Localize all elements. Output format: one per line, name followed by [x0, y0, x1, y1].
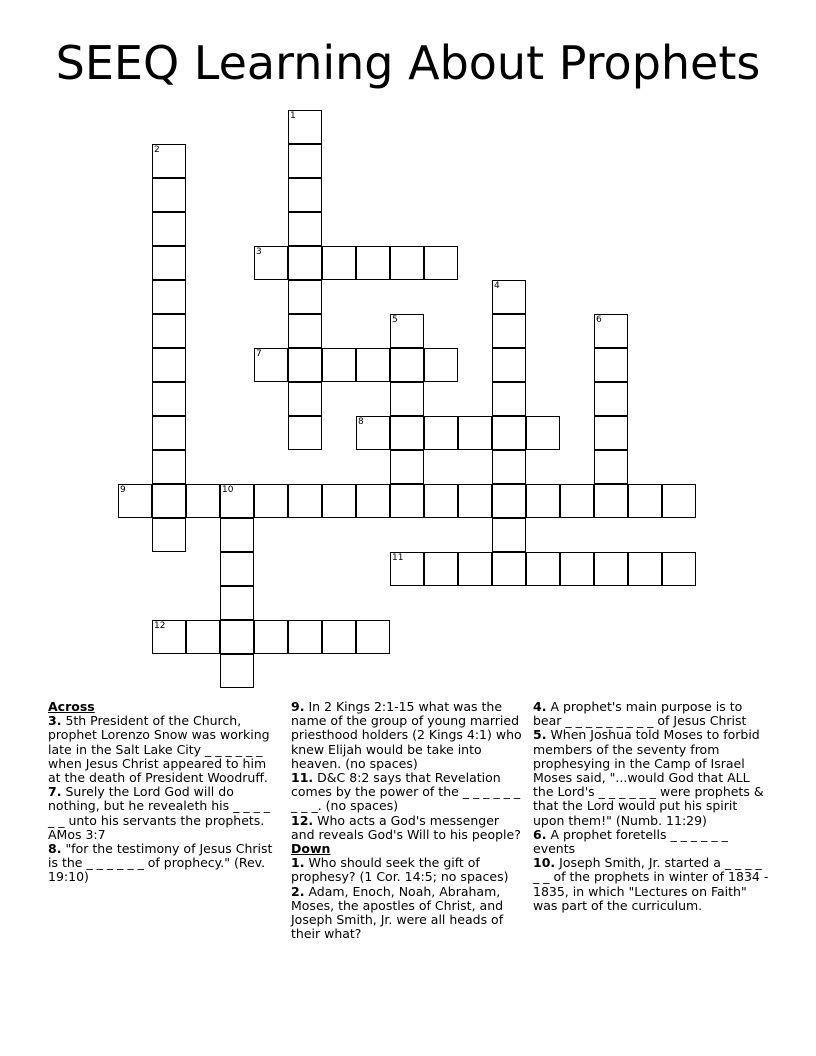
- clue-number: 2.: [291, 883, 305, 899]
- grid-cell[interactable]: [492, 552, 526, 586]
- grid-cell[interactable]: [356, 348, 390, 382]
- grid-clue-number: 1: [290, 111, 296, 121]
- grid-cell[interactable]: [152, 178, 186, 212]
- grid-cell[interactable]: [186, 620, 220, 654]
- grid-cell[interactable]: [594, 450, 628, 484]
- clue-text: Who should seek the gift of prophesy? (1 Cor. 14:5; no spaces): [291, 855, 509, 885]
- grid-cell[interactable]: [492, 450, 526, 484]
- clue-item: [533, 828, 769, 856]
- clue-item: [48, 842, 280, 885]
- clue-number: 12.: [291, 812, 314, 828]
- clue-item: [533, 856, 769, 913]
- clue-item: [291, 771, 525, 814]
- grid-cell[interactable]: [492, 382, 526, 416]
- grid-cell[interactable]: [390, 348, 424, 382]
- clue-text: Who acts a God's messenger and reveals God's Will to his people?: [291, 812, 521, 842]
- clue-number: 1.: [291, 855, 305, 871]
- puzzle-title: SEEQ Learning About Prophets: [55, 36, 761, 90]
- grid-cell[interactable]: [458, 552, 492, 586]
- grid-cell[interactable]: [628, 484, 662, 518]
- grid-cell[interactable]: [390, 246, 424, 280]
- grid-cell[interactable]: [254, 620, 288, 654]
- grid-cell[interactable]: [220, 586, 254, 620]
- grid-cell[interactable]: [288, 246, 322, 280]
- grid-cell[interactable]: [322, 348, 356, 382]
- clue-column-1: [48, 700, 280, 885]
- grid-cell[interactable]: [186, 484, 220, 518]
- grid-cell[interactable]: [526, 484, 560, 518]
- grid-cell[interactable]: [356, 484, 390, 518]
- grid-cell[interactable]: [356, 246, 390, 280]
- grid-cell[interactable]: [288, 620, 322, 654]
- grid-cell[interactable]: [390, 416, 424, 450]
- grid-cell[interactable]: [560, 484, 594, 518]
- grid-cell[interactable]: [152, 314, 186, 348]
- grid-clue-number: 12: [154, 621, 166, 631]
- grid-clue-number: 8: [358, 417, 364, 427]
- clue-number: 10.: [533, 855, 556, 871]
- down-header: Down: [291, 841, 331, 857]
- clue-number: 11.: [291, 770, 314, 786]
- clue-number: 3.: [48, 713, 62, 729]
- grid-cell[interactable]: [458, 416, 492, 450]
- grid-cell[interactable]: [220, 552, 254, 586]
- clue-number: 8.: [48, 841, 62, 857]
- grid-cell[interactable]: [288, 144, 322, 178]
- clue-column-2: [291, 700, 525, 941]
- grid-clue-number: 4: [494, 281, 500, 291]
- grid-cell[interactable]: [220, 518, 254, 552]
- grid-cell[interactable]: [594, 348, 628, 382]
- grid-clue-number: 6: [596, 315, 602, 325]
- clue-text: A prophet's main purpose is to bear _ _ _ _ _ _ _ _ _ of Jesus Christ: [533, 699, 747, 729]
- grid-cell[interactable]: [152, 280, 186, 314]
- grid-clue-number: 3: [256, 247, 262, 257]
- grid-cell[interactable]: [390, 382, 424, 416]
- grid-clue-number: 2: [154, 145, 160, 155]
- grid-cell[interactable]: [492, 314, 526, 348]
- clue-text: D&C 8:2 says that Revelation comes by the power of the _ _ _ _ _ _ _ _ _. (no spaces): [291, 770, 521, 814]
- grid-cell[interactable]: [152, 212, 186, 246]
- grid-cell[interactable]: [560, 552, 594, 586]
- grid-cell[interactable]: [594, 484, 628, 518]
- grid-cell[interactable]: [152, 348, 186, 382]
- grid-cell[interactable]: [492, 484, 526, 518]
- clue-item: [48, 714, 280, 785]
- clue-text: Adam, Enoch, Noah, Abraham, Moses, the apostles of Christ, and Joseph Smith, Jr. were all heads of their what?: [291, 883, 504, 942]
- clue-text: 5th President of the Church, prophet Lorenzo Snow was working late in the Salt Lake City _ _ _ _ _ _ when Jesus Christ appeared to him at the death of President Woodruff.: [48, 713, 270, 786]
- grid-cell[interactable]: [424, 348, 458, 382]
- grid-clue-number: 9: [120, 485, 126, 495]
- grid-cell[interactable]: [424, 416, 458, 450]
- clue-text: Joseph Smith, Jr. started a _ _ _ _ _ _ of the prophets in winter of 1834 - 1835, in which "Lectures on Faith" was part of the curriculum.: [533, 855, 769, 913]
- grid-cell[interactable]: [288, 178, 322, 212]
- clue-number: 6.: [533, 826, 547, 842]
- grid-cell[interactable]: [492, 348, 526, 382]
- grid-cell[interactable]: [254, 484, 288, 518]
- clue-item: [533, 728, 769, 827]
- grid-cell[interactable]: [424, 246, 458, 280]
- grid-cell[interactable]: [390, 450, 424, 484]
- grid-cell[interactable]: [424, 484, 458, 518]
- clue-text: When Joshua told Moses to forbid members of the seventy from prophesying in the Camp of Israel Moses said, "...would God that ALL the Lord's _ _ _ _ _ _ were prophets & that the Lord would put his spirit upon them!" (Numb. 11:29): [533, 727, 764, 828]
- grid-clue-number: 5: [392, 315, 398, 325]
- grid-cell[interactable]: [356, 620, 390, 654]
- grid-cell[interactable]: [288, 348, 322, 382]
- clue-text: A prophet foretells _ _ _ _ _ _ events: [533, 826, 728, 857]
- grid-cell[interactable]: [152, 382, 186, 416]
- grid-cell[interactable]: [288, 314, 322, 348]
- clue-number: 5.: [533, 727, 547, 743]
- grid-cell[interactable]: [322, 620, 356, 654]
- grid-cell[interactable]: [492, 416, 526, 450]
- grid-clue-number: 10: [222, 485, 234, 495]
- clue-text: In 2 Kings 2:1-15 what was the name of the group of young married priesthood holders (2 Kings 4:1) who knew Elijah would be take into heaven. (no spaces): [291, 699, 522, 771]
- clue-number: 9.: [291, 699, 305, 714]
- clue-item: [533, 700, 769, 728]
- grid-cell[interactable]: [322, 246, 356, 280]
- grid-cell[interactable]: [594, 416, 628, 450]
- clue-item: [291, 856, 525, 884]
- clue-text: Surely the Lord God will do nothing, but he revealeth his _ _ _ _ _ _ unto his servants the prophets. AMos 3:7: [48, 784, 271, 842]
- clue-number: 7.: [48, 784, 62, 800]
- clue-item: [291, 814, 525, 842]
- grid-cell[interactable]: [288, 212, 322, 246]
- grid-cell[interactable]: [152, 416, 186, 450]
- grid-cell[interactable]: [594, 382, 628, 416]
- grid-clue-number: 11: [392, 553, 404, 563]
- grid-cell[interactable]: [628, 552, 662, 586]
- grid-cell[interactable]: [594, 552, 628, 586]
- clue-column-3: [533, 700, 769, 913]
- grid-cell[interactable]: [220, 654, 254, 688]
- grid-cell[interactable]: [152, 246, 186, 280]
- grid-cell[interactable]: [152, 518, 186, 552]
- grid-cell[interactable]: [220, 620, 254, 654]
- grid-cell[interactable]: [526, 552, 560, 586]
- grid-cell[interactable]: [458, 484, 492, 518]
- grid-cell[interactable]: [662, 552, 696, 586]
- grid-cell[interactable]: [322, 484, 356, 518]
- clue-item: [291, 700, 525, 771]
- grid-cell[interactable]: [288, 382, 322, 416]
- grid-cell[interactable]: [288, 484, 322, 518]
- grid-cell[interactable]: [152, 484, 186, 518]
- grid-clue-number: 7: [256, 349, 262, 359]
- clue-item: [48, 785, 280, 842]
- clue-number: 4.: [533, 699, 547, 714]
- grid-cell[interactable]: [152, 450, 186, 484]
- clue-item: [291, 885, 525, 942]
- grid-cell[interactable]: [662, 484, 696, 518]
- grid-cell[interactable]: [288, 416, 322, 450]
- across-header: Across: [48, 699, 95, 714]
- grid-cell[interactable]: [492, 518, 526, 552]
- grid-cell[interactable]: [526, 416, 560, 450]
- clue-text: "for the testimony of Jesus Christ is the _ _ _ _ _ _ of prophecy." (Rev. 19:10): [48, 841, 273, 885]
- grid-cell[interactable]: [424, 552, 458, 586]
- grid-cell[interactable]: [390, 484, 424, 518]
- grid-cell[interactable]: [288, 280, 322, 314]
